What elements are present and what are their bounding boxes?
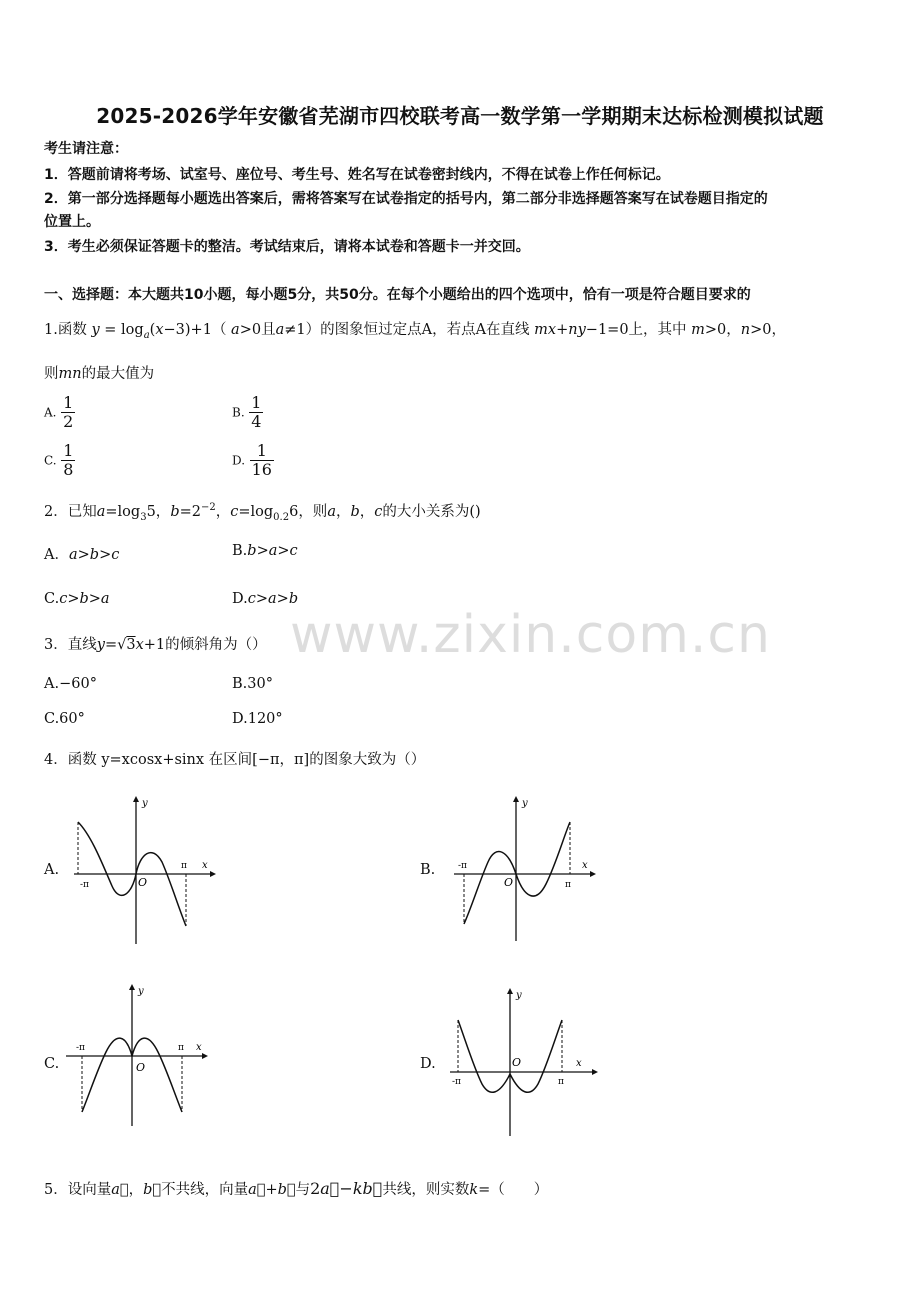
question-3: 3．直线y=√3x+1的倾斜角为（） xyxy=(44,637,267,653)
q4-option-c[interactable]: C. xyxy=(44,1056,60,1072)
neg-pi-label: -π xyxy=(76,1043,85,1053)
question-4: 4．函数 y=xcosx+sinx 在区间[−π，π]的图象大致为（） xyxy=(44,752,426,768)
axis-y-label: y xyxy=(516,990,522,1001)
origin-label: O xyxy=(138,876,148,889)
neg-pi-label: -π xyxy=(452,1077,461,1087)
q2-option-b[interactable]: B.b>a>c xyxy=(232,543,298,559)
question-1-line2: 则mn的最大值为 xyxy=(44,366,155,382)
q4-option-a[interactable]: A. xyxy=(44,862,60,878)
q2-option-a[interactable]: A．a>b>c xyxy=(44,547,120,563)
section-heading: 一、选择题：本大题共10小题，每小题5分，共50分。在每个小题给出的四个选项中，恰有一项是符合题目要求的 xyxy=(44,287,751,303)
notice-item-1: 1．答题前请将考场、试室号、座位号、考生号、姓名写在试卷密封线内，不得在试卷上作任何标记。 xyxy=(44,167,670,183)
pi-label: π xyxy=(565,880,571,890)
q3-option-a[interactable]: A.−60° xyxy=(44,676,97,692)
axis-y-label: y xyxy=(138,986,144,997)
q4-option-d[interactable]: D. xyxy=(420,1056,436,1072)
question-5: 5．设向量a⃗，b⃗不共线，向量a⃗+b⃗与2a⃗−kb⃗共线，则实数k=（ ） xyxy=(44,1179,549,1198)
notice-item-2-cont: 位置上。 xyxy=(44,214,100,230)
neg-pi-label: -π xyxy=(458,861,467,871)
axis-x-label: x xyxy=(582,860,588,871)
origin-label: O xyxy=(512,1056,522,1069)
q3-option-c[interactable]: C.60° xyxy=(44,711,85,727)
notice-heading: 考生请注意： xyxy=(44,141,128,157)
neg-pi-label: -π xyxy=(80,880,89,890)
question-2: 2．已知$a=\log_35$，$b=2^{-2}$，$c=\log_{0.2}6$，则a，b，c的大小关系为() xyxy=(44,502,481,523)
axis-y-label: y xyxy=(142,798,148,809)
q2-option-c[interactable]: C.c>b>a xyxy=(44,591,110,607)
pi-label: π xyxy=(558,1077,564,1087)
q1-option-d[interactable]: D. $\frac{1}{16}$ xyxy=(232,441,272,479)
q1-option-c[interactable]: C. $\frac{1}{8}$ xyxy=(44,441,74,479)
origin-label: O xyxy=(136,1061,146,1074)
axis-x-label: x xyxy=(196,1042,202,1053)
q2-option-d[interactable]: D.c>a>b xyxy=(232,591,299,607)
q3-option-b[interactable]: B.30° xyxy=(232,676,273,692)
pi-label: π xyxy=(181,861,187,871)
q4-option-b[interactable]: B. xyxy=(420,862,436,878)
watermark: www.zixin.com.cn xyxy=(290,605,771,665)
graph-a xyxy=(62,796,222,946)
axis-x-label: x xyxy=(576,1058,582,1069)
q1-option-b[interactable]: B. $\frac{1}{4}$ xyxy=(232,393,262,431)
page-title: 2025-2026学年安徽省芜湖市四校联考高一数学第一学期期末达标检测模拟试题 xyxy=(96,104,824,128)
origin-label: O xyxy=(504,876,514,889)
notice-item-3: 3．考生必须保证答题卡的整洁。考试结束后，请将本试卷和答题卡一并交回。 xyxy=(44,239,530,255)
q1-option-a[interactable]: A. $\frac{1}{2}$ xyxy=(44,393,74,431)
axis-x-label: x xyxy=(202,860,208,871)
graph-c xyxy=(60,984,220,1134)
graph-d xyxy=(444,990,604,1144)
question-1: 1.函数 $y = \log_a(x-3)+1$（ a>0且a≠1）的图象恒过定点A，若点A在直线 mx+ny−1=0上，其中 m>0，n>0， xyxy=(44,322,786,341)
graph-b xyxy=(446,796,606,946)
axis-y-label: y xyxy=(522,798,528,809)
notice-item-2: 2．第一部分选择题每小题选出答案后，需将答案写在试卷指定的括号内，第二部分非选择题答案写在试卷题目指定的 xyxy=(44,191,768,207)
q3-option-d[interactable]: D.120° xyxy=(232,711,283,727)
pi-label: π xyxy=(178,1043,184,1053)
